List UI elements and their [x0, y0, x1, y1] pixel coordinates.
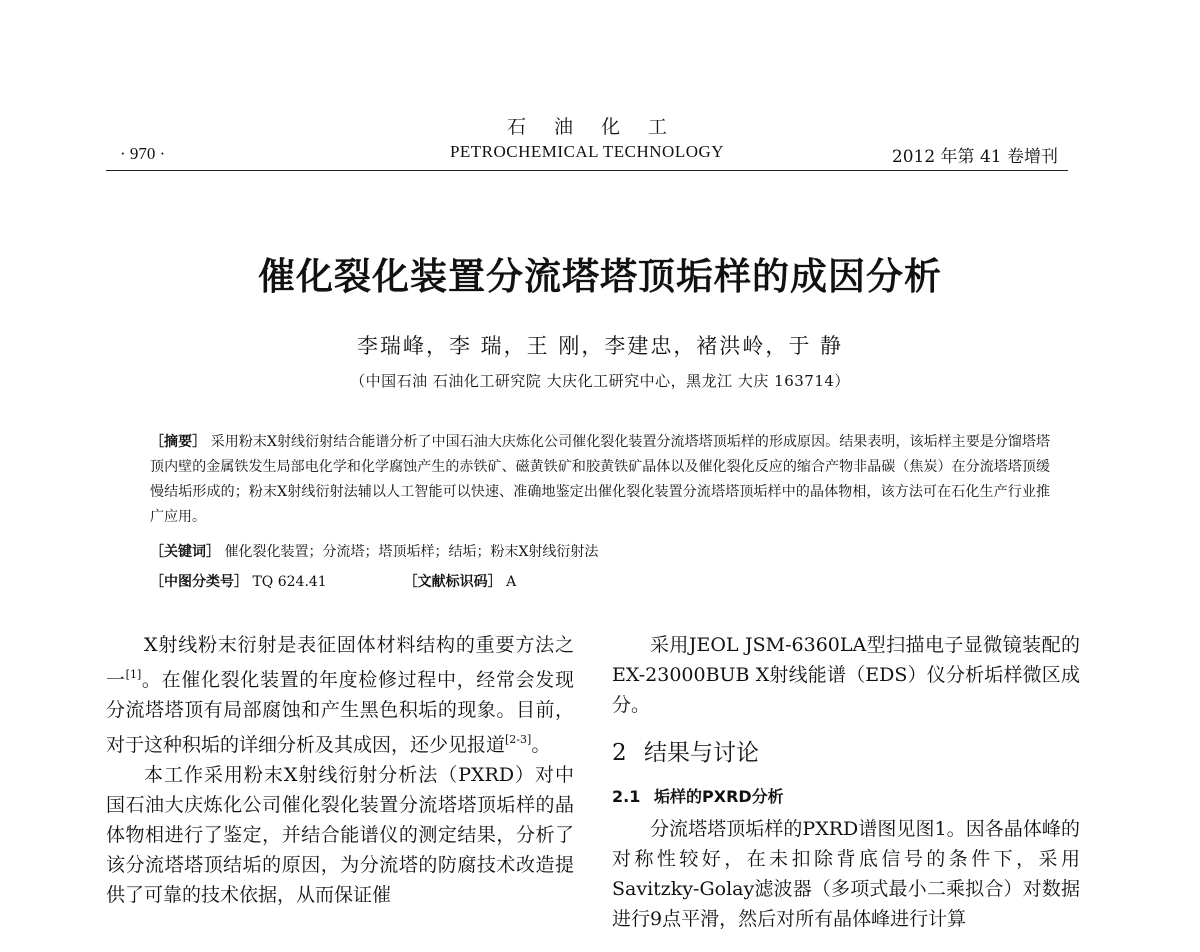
subsection-title: 垢样的PXRD分析 — [654, 787, 784, 806]
citation-ref: [1] — [125, 668, 142, 681]
body-paragraph: X射线粉末衍射是表征固体材料结构的重要方法之一[1]。在催化裂化装置的年度检修过程中，经常会发现分流塔塔顶有局部腐蚀和产生黑色积垢的现象。目前，对于这种积垢的详细分析及其成因，还少见报道[2-3]。 — [106, 634, 574, 756]
abstract-text: 采用粉末X射线衍射结合能谱分析了中国石油大庆炼化公司催化裂化装置分流塔塔顶垢样的形成原因。结果表明，该垢样主要是分馏塔塔顶内壁的金属铁发生局部电化学和化学腐蚀产生的赤铁矿、磁黄铁矿和胶黄铁矿晶体以及催化裂化反应的缩合产物非晶碳（焦炭）在分流塔塔顶缓慢结垢形成的；粉末X射线衍射法辅以人工智能可以快速、准确地鉴定出催化裂化装置分流塔塔顶垢样中的晶体物相，该方法可在石化生产行业推广应用。 — [150, 434, 1051, 525]
issue-info: 2012 年第 41 卷增刊 — [891, 147, 1058, 167]
body-paragraph: 分流塔塔顶垢样的PXRD谱图见图1。因各晶体峰的对称性较好，在未扣除背底信号的条件下，采用Savitzky-Golay滤波器（多项式最小二乘拟合）对数据进行9点平滑，然后对所有晶体峰进行计算 — [612, 818, 1080, 930]
author-list: 李瑞峰，李 瑞，王 刚，李建忠，褚洪岭，于 静 — [356, 334, 844, 358]
section-title: 结果与讨论 — [644, 740, 759, 766]
section-heading — [612, 738, 1080, 768]
keywords-text: 催化裂化装置；分流塔；塔顶垢样；结垢；粉末X射线衍射法 — [224, 544, 599, 560]
keywords — [150, 541, 1050, 561]
body-paragraph: 采用JEOL JSM-6360LA型扫描电子显微镜装配的EX-23000BUB X射线能谱（EDS）仪分析垢样微区成分。 — [612, 634, 1080, 716]
clc-value: TQ 624.41 — [252, 574, 327, 590]
citation-ref: [2-3] — [505, 733, 532, 746]
doc-code-value: A — [506, 574, 517, 590]
article-title: 催化裂化装置分流塔塔顶垢样的成因分析 — [258, 255, 942, 298]
clc-label: ［中图分类号］ — [150, 574, 248, 590]
doc-code-label: ［文献标识码］ — [403, 574, 502, 590]
page-number: · 970 · — [120, 144, 166, 163]
abstract — [150, 430, 1050, 530]
body-column-left — [106, 630, 574, 910]
subsection-number: 2.1 — [612, 787, 641, 806]
body-paragraph: 本工作采用粉末X射线衍射分析法（PXRD）对中国石油大庆炼化公司催化裂化装置分流塔塔顶垢样的晶体物相进行了鉴定，并结合能谱仪的测定结果，分析了该分流塔塔顶结垢的原因，为分流塔的防腐技术改造提供了可靠的技术依据，从而保证催 — [106, 764, 574, 906]
abstract-label: ［摘要］ — [150, 434, 207, 450]
affiliation: （中国石油 石油化工研究院 大庆化工研究中心，黑龙江 大庆 163714） — [350, 372, 850, 390]
classification-line — [150, 571, 1050, 591]
subsection-heading — [612, 782, 1080, 812]
body-column-right — [612, 630, 1080, 934]
journal-name-en: PETROCHEMICAL TECHNOLOGY — [449, 142, 725, 161]
page-header — [106, 112, 1068, 174]
section-number: 2 — [612, 740, 627, 766]
header-rule — [106, 170, 1068, 171]
keywords-label: ［关键词］ — [150, 544, 220, 560]
journal-name-cn: 石油化工 — [506, 116, 695, 138]
